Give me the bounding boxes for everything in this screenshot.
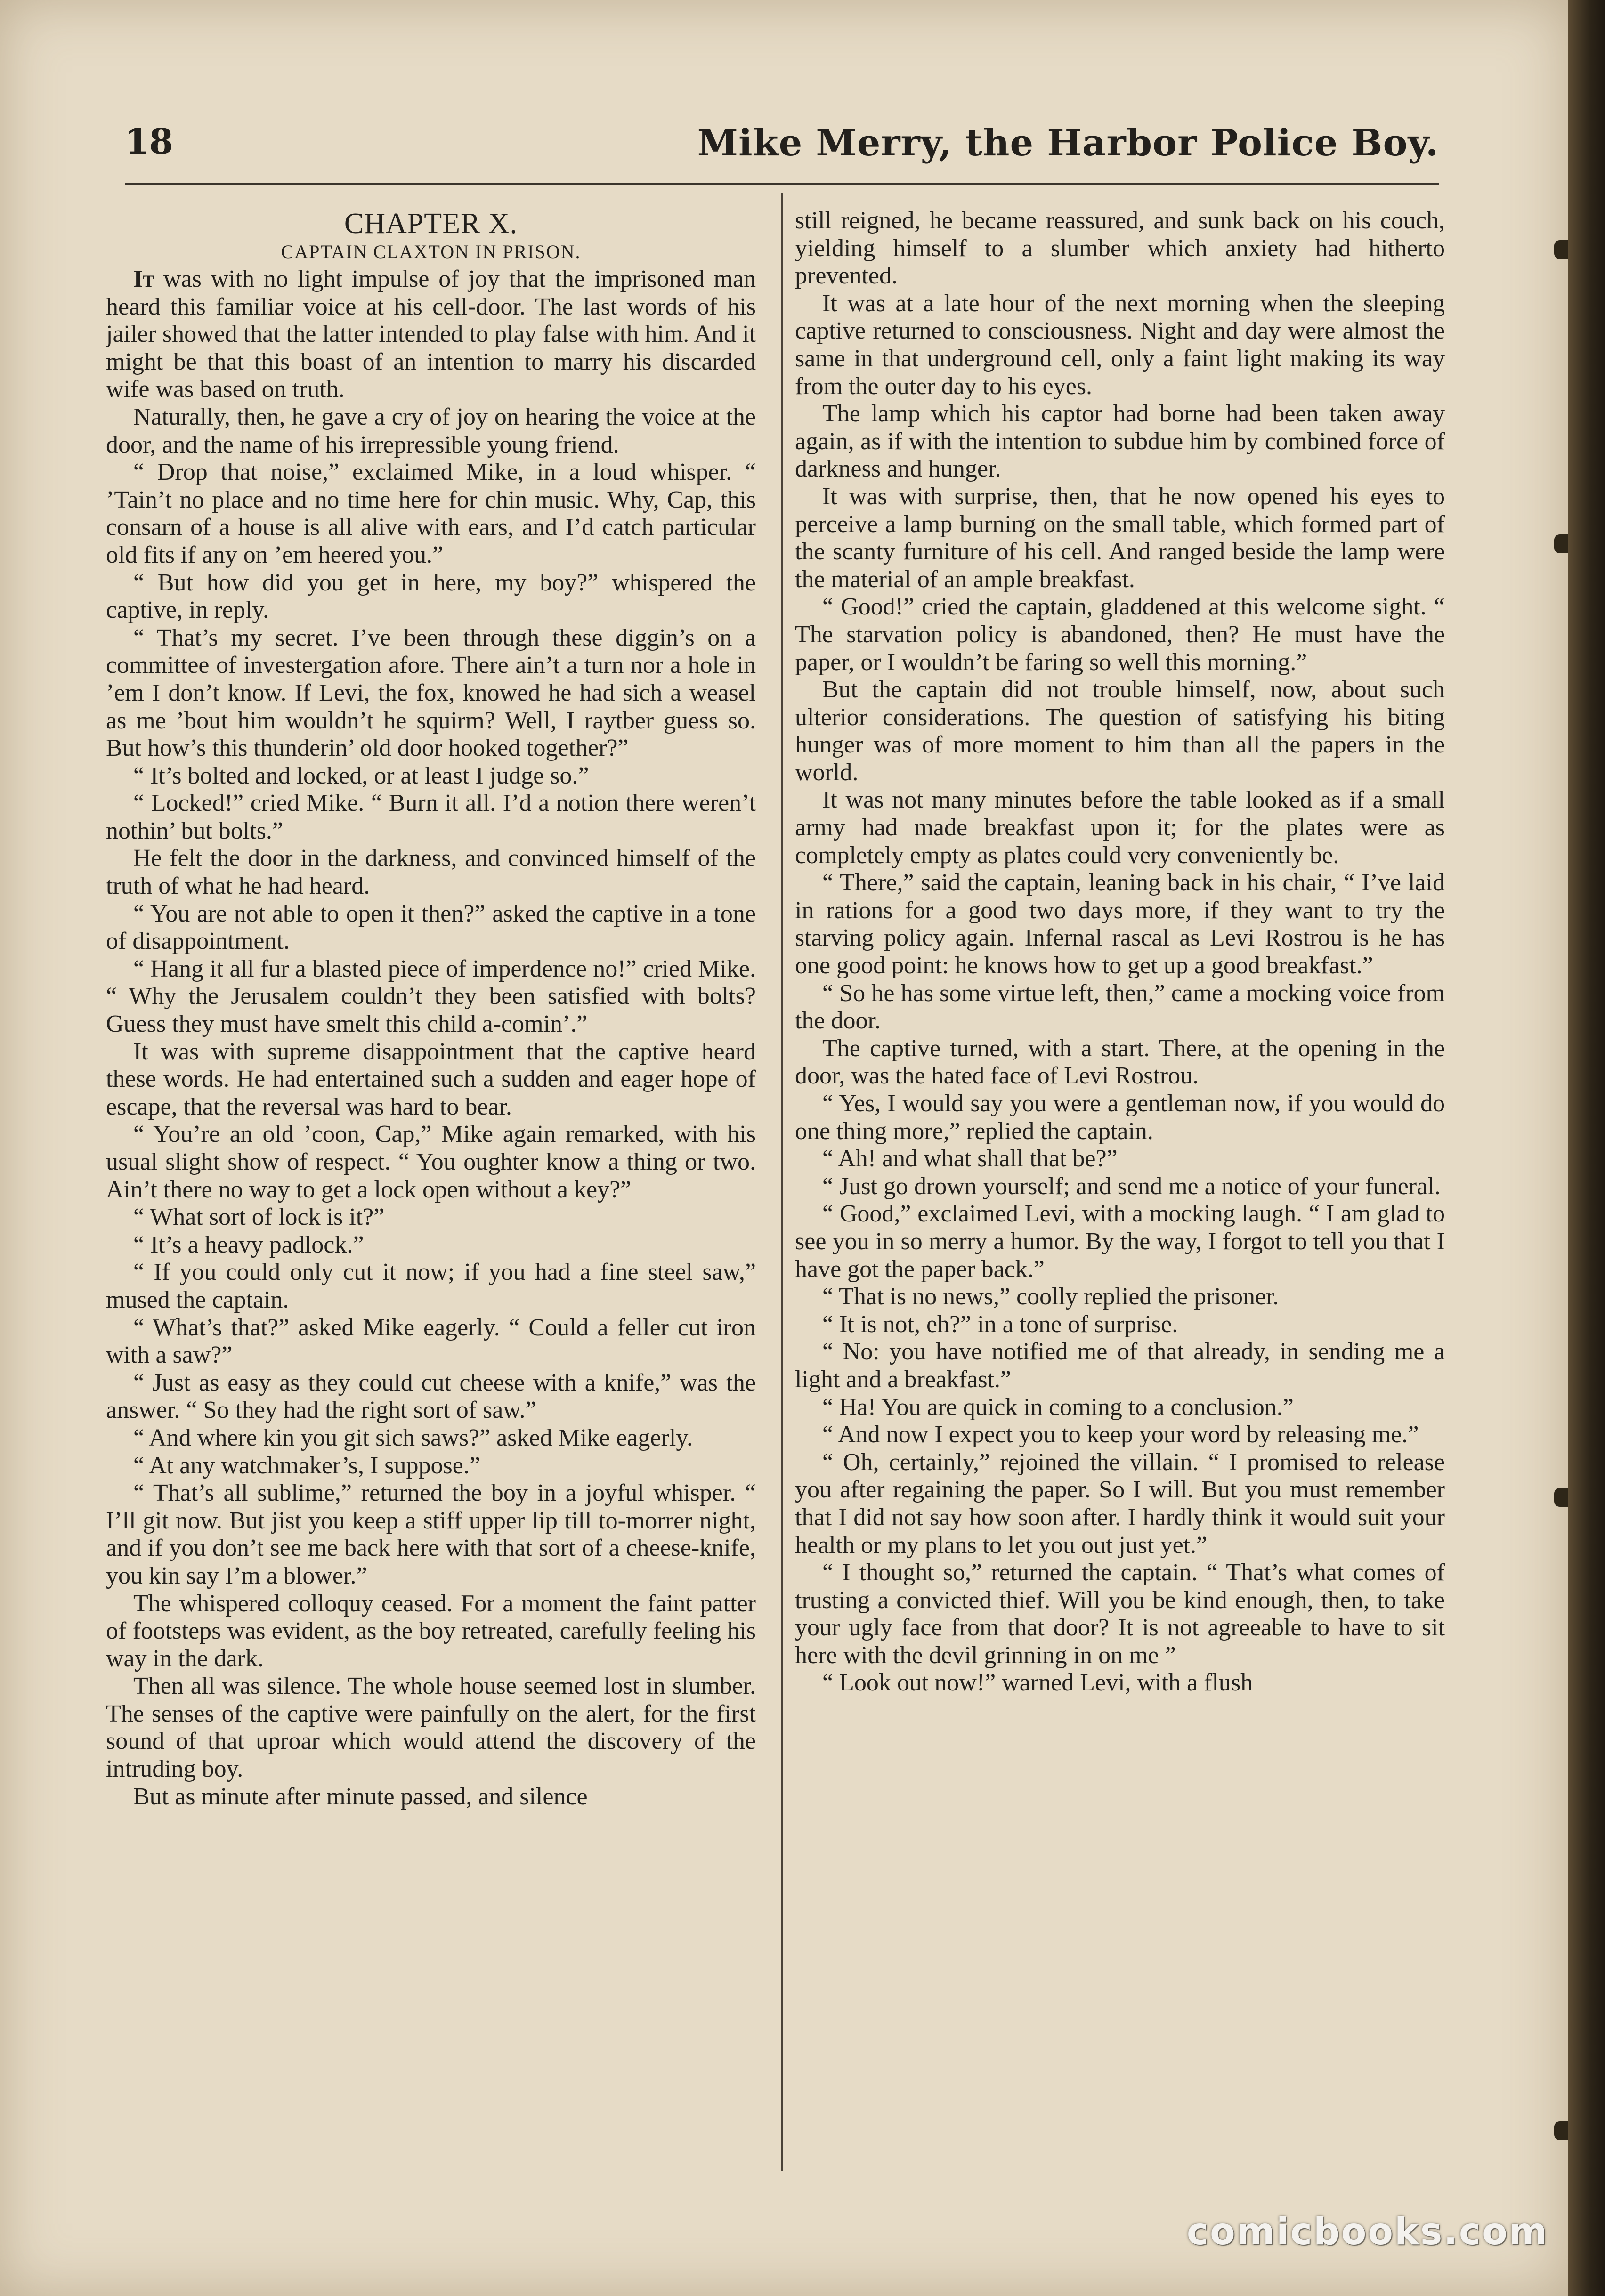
- paragraph: “ So he has some virtue left, then,” came a mocking voice from the door.: [795, 979, 1445, 1035]
- paragraph: It was with surprise, then, that he now opened his eyes to perceive a lamp burning on the small table, which formed part of the scanty furniture of his cell. And ranged beside the lamp were the material of an ample breakfast.: [795, 483, 1445, 593]
- paragraph: “ Oh, certainly,” rejoined the villain. “ I promised to release you after regaining the paper. So I will. But you must remember that I did not say how soon after. I hardly think it would suit your health or my plans to let you out just yet.”: [795, 1448, 1445, 1559]
- page-number: 18: [125, 121, 173, 162]
- paragraph: “ But how did you get in here, my boy?” whispered the captive, in reply.: [106, 569, 756, 624]
- paragraph: Naturally, then, he gave a cry of joy on hearing the voice at the door, and the name of his irrepressible young friend.: [106, 403, 756, 458]
- running-title: Mike Merry, the Harbor Police Boy.: [697, 121, 1439, 164]
- paragraph-text: was with no light impulse of joy that the imprisoned man heard this familiar voice at his cell-door. The last words of his jailer showed that the latter intended to play false with him. And it might be that this boast of an intention to marry his discarded wife was based on truth.: [106, 266, 756, 403]
- paragraph: “ Yes, I would say you were a gentleman now, if you would do one thing more,” replied the captain.: [795, 1090, 1445, 1145]
- paragraph: “ That’s all sublime,” returned the boy in a joyful whisper. “ I’ll git now. But jist you keep a stiff upper lip till to-morrer night, and if you don’t see me back here with that sort of a cheese-knife, you kin say I’m a blower.”: [106, 1479, 756, 1589]
- paragraph: “ That is no news,” coolly replied the prisoner.: [822, 1283, 1279, 1310]
- binding-spine: [1568, 0, 1605, 2296]
- paragraph: “ Just as easy as they could cut cheese with a knife,” was the answer. “ So they had the right sort of saw.”: [106, 1369, 756, 1424]
- paragraph: “ I thought so,” returned the captain. “ That’s what comes of trusting a convicted thief. Will you be kind enough, then, to take your ugly face from that door? It is not agreeable to have to sit here with the devil grinning in on me ”: [795, 1559, 1445, 1669]
- paragraph: “ What sort of lock is it?”: [133, 1204, 385, 1231]
- paragraph: He felt the door in the darkness, and convinced himself of the truth of what he had heard.: [106, 845, 756, 900]
- paragraph: It was not many minutes before the table looked as if a small army had made breakfast upon it; for the plates were as completely empty as plates could very conveniently be.: [795, 786, 1445, 869]
- paragraph: The whispered colloquy ceased. For a moment the faint patter of footsteps was evident, as the boy retreated, carefully feeling his way in the dark.: [106, 1590, 756, 1672]
- paragraph: “ It is not, eh?” in a tone of surprise.: [822, 1310, 1178, 1338]
- paragraph: “ That’s my secret. I’ve been through these diggin’s on a committee of investergation afore. There ain’t a turn nor a hole in ’em I don’t know. If Levi, the fox, knowed he had sich a weasel as me ’bout him wouldn’t he squirm? Well, I raytber guess so. But how’s this thunderin’ old door hooked together?”: [106, 624, 756, 762]
- column-divider: [781, 193, 783, 2171]
- paragraph: “ Hang it all fur a blasted piece of imperdence no!” cried Mike. “ Why the Jerusalem couldn’t they been satisfied with bolts? Guess they must have smelt this child a-comin’.”: [106, 955, 756, 1038]
- paragraph: “ Drop that noise,” exclaimed Mike, in a loud whisper. “ ’Tain’t no place and no time here for chin music. Why, Cap, this consarn of a house is all alive with ears, and I’d catch particular old fits if any on ’em heered you.”: [106, 459, 756, 568]
- paragraph: Then all was silence. The whole house seemed lost in slumber. The senses of the captive were painfully on the alert, for the first sound of that uproar which would attend the discovery of the intruding boy.: [106, 1673, 756, 1783]
- right-column: [795, 207, 1445, 2166]
- paragraph: “ Locked!” cried Mike. “ Burn it all. I’d a notion there weren’t nothin’ but bolts.”: [106, 790, 756, 844]
- header-rule: [125, 183, 1439, 185]
- paragraph: [106, 266, 756, 404]
- paragraph: But the captain did not trouble himself, now, about such ulterior considerations. The question of satisfying his biting hunger was of more moment to him than all the papers in the world.: [795, 676, 1445, 786]
- paragraph: The lamp which his captor had borne had been taken away again, as if with the intention to subdue him by combined force of darkness and hunger.: [795, 400, 1445, 483]
- paragraph: “ Just go drown yourself; and send me a notice of your funeral.: [822, 1172, 1441, 1200]
- site-watermark: comicbooks.com: [1186, 2211, 1548, 2253]
- paragraph: The captive turned, with a start. There, at the opening in the door, was the hated face of Levi Rostrou.: [795, 1035, 1445, 1090]
- paragraph: “ At any watchmaker’s, I suppose.”: [133, 1452, 480, 1479]
- chapter-title: CAPTAIN CLAXTON IN PRISON.: [281, 241, 581, 262]
- paragraph: “ It’s bolted and locked, or at least I judge so.”: [133, 762, 589, 789]
- paragraph: “ You are not able to open it then?” asked the captive in a tone of disappointment.: [106, 900, 756, 955]
- paragraph: “ Ah! and what shall that be?”: [822, 1145, 1118, 1172]
- paragraph: But as minute after minute passed, and silence: [133, 1783, 588, 1810]
- paragraph: “ There,” said the captain, leaning back in his chair, “ I’ve laid in rations for a good two days more, if they want to try the starving policy again. Infernal rascal as Levi Rostrou is he has one good point: he knows how to get up a good breakfast.”: [795, 869, 1445, 979]
- paragraph: “ Good!” cried the captain, gladdened at this welcome sight. “ The starvation policy is abandoned, then? He must have the paper, or I wouldn’t be faring so well this morning.”: [795, 593, 1445, 676]
- paragraph-continuation: still reigned, he became reassured, and sunk back on his couch, yielding himself to a slumber which anxiety had hitherto prevented.: [795, 207, 1445, 290]
- paragraph: It was with supreme disappointment that the captive heard these words. He had entertained such a sudden and eager hope of escape, that the reversal was hard to bear.: [106, 1038, 756, 1120]
- paragraph: “ And where kin you git sich saws?” asked Mike eagerly.: [133, 1424, 693, 1451]
- paragraph: “ What’s that?” asked Mike eagerly. “ Could a feller cut iron with a saw?”: [106, 1314, 756, 1369]
- paragraph: “ If you could only cut it now; if you had a fine steel saw,” mused the captain.: [106, 1259, 756, 1313]
- paragraph: “ Good,” exclaimed Levi, with a mocking laugh. “ I am glad to see you in so merry a humor. By the way, I forgot to tell you that I have got the paper back.”: [795, 1200, 1445, 1283]
- paragraph: “ Look out now!” warned Levi, with a flush: [822, 1669, 1253, 1697]
- paragraph: “ You’re an old ’coon, Cap,” Mike again remarked, with his usual slight show of respect. “ You oughter know a thing or two. Ain’t there no way to get a lock open without a key?”: [106, 1121, 756, 1203]
- paragraph: “ No: you have notified me of that already, in sending me a light and a breakfast.”: [795, 1338, 1445, 1393]
- paragraph: It was at a late hour of the next morning when the sleeping captive returned to consciousness. Night and day were almost the same in that underground cell, only a faint light making its way from the outer day to his eyes.: [795, 290, 1445, 400]
- left-column: [106, 207, 756, 2166]
- paragraph: “ Ha! You are quick in coming to a conclusion.”: [822, 1393, 1294, 1421]
- page-header: [125, 121, 1439, 173]
- lead-word: It: [133, 266, 154, 292]
- paragraph: “ And now I expect you to keep your word by releasing me.”: [822, 1421, 1419, 1448]
- chapter-number: CHAPTER X.: [344, 208, 518, 240]
- paragraph: “ It’s a heavy padlock.”: [133, 1231, 364, 1258]
